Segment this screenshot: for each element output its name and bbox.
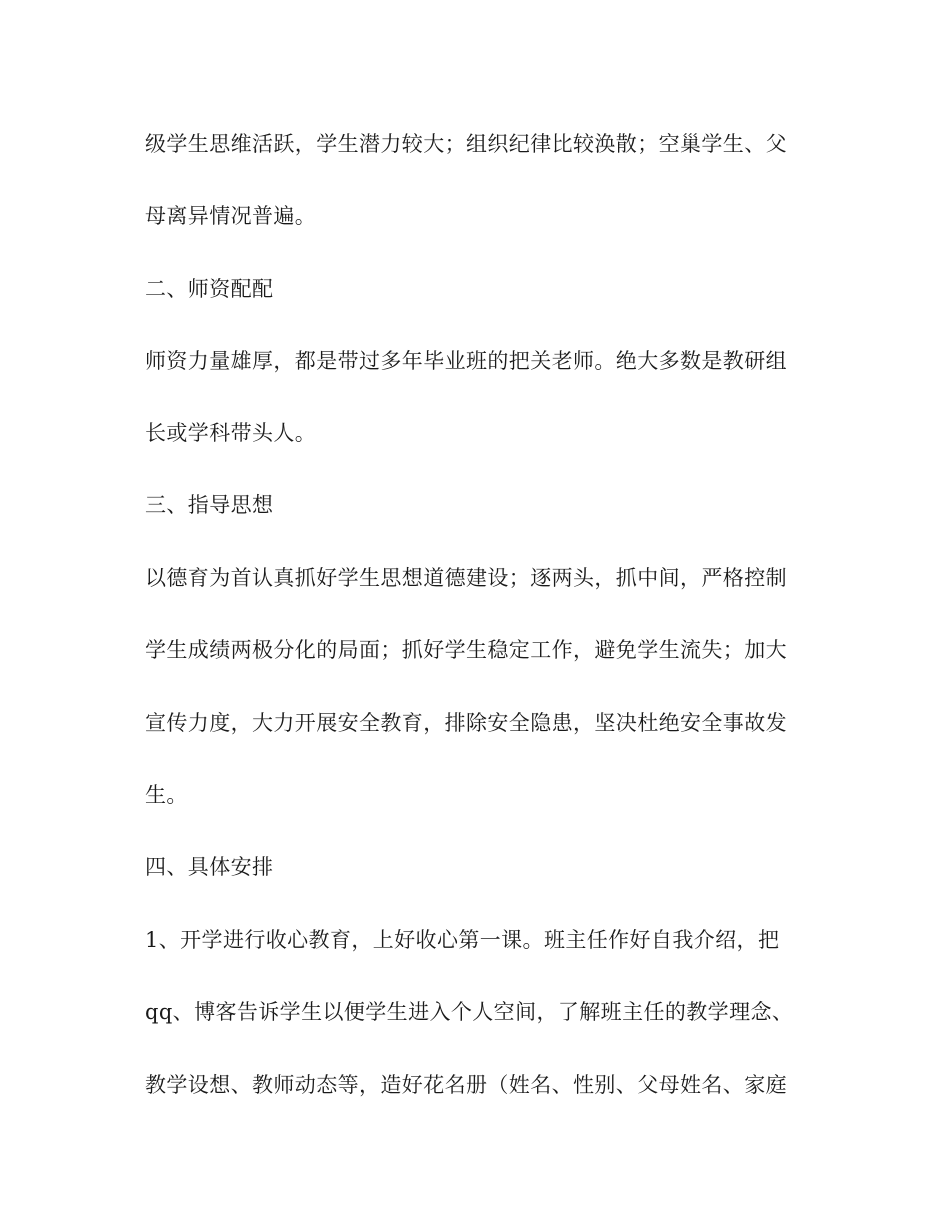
paragraph-line: 教学设想、教师动态等，造好花名册（姓名、性别、父母姓名、家庭 — [145, 1073, 787, 1097]
paragraph-line: 生。 — [145, 783, 188, 807]
paragraph-line: 1、开学进行收心教育，上好收心第一课。班主任作好自我介绍，把 — [145, 928, 780, 952]
section-heading: 三、指导思想 — [145, 493, 274, 517]
section-heading: 四、具体安排 — [145, 855, 274, 879]
section-heading: 二、师资配配 — [145, 277, 274, 301]
paragraph-line: 级学生思维活跃，学生潜力较大；组织纪律比较涣散；空巢学生、父 — [145, 132, 787, 156]
paragraph-line: 师资力量雄厚，都是带过多年毕业班的把关老师。绝大多数是教研组 — [145, 349, 787, 373]
paragraph-line: 长或学科带头人。 — [145, 421, 317, 445]
paragraph-line: 宣传力度，大力开展安全教育，排除安全隐患，坚决杜绝安全事故发 — [145, 711, 787, 735]
paragraph-line: 母离异情况普遍。 — [145, 204, 317, 228]
paragraph-line: qq、博客告诉学生以便学生进入个人空间，了解班主任的教学理念、 — [145, 1000, 794, 1024]
paragraph-line: 学生成绩两极分化的局面；抓好学生稳定工作，避免学生流失；加大 — [145, 638, 787, 662]
paragraph-line: 以德育为首认真抓好学生思想道德建设；逐两头，抓中间，严格控制 — [145, 566, 787, 590]
